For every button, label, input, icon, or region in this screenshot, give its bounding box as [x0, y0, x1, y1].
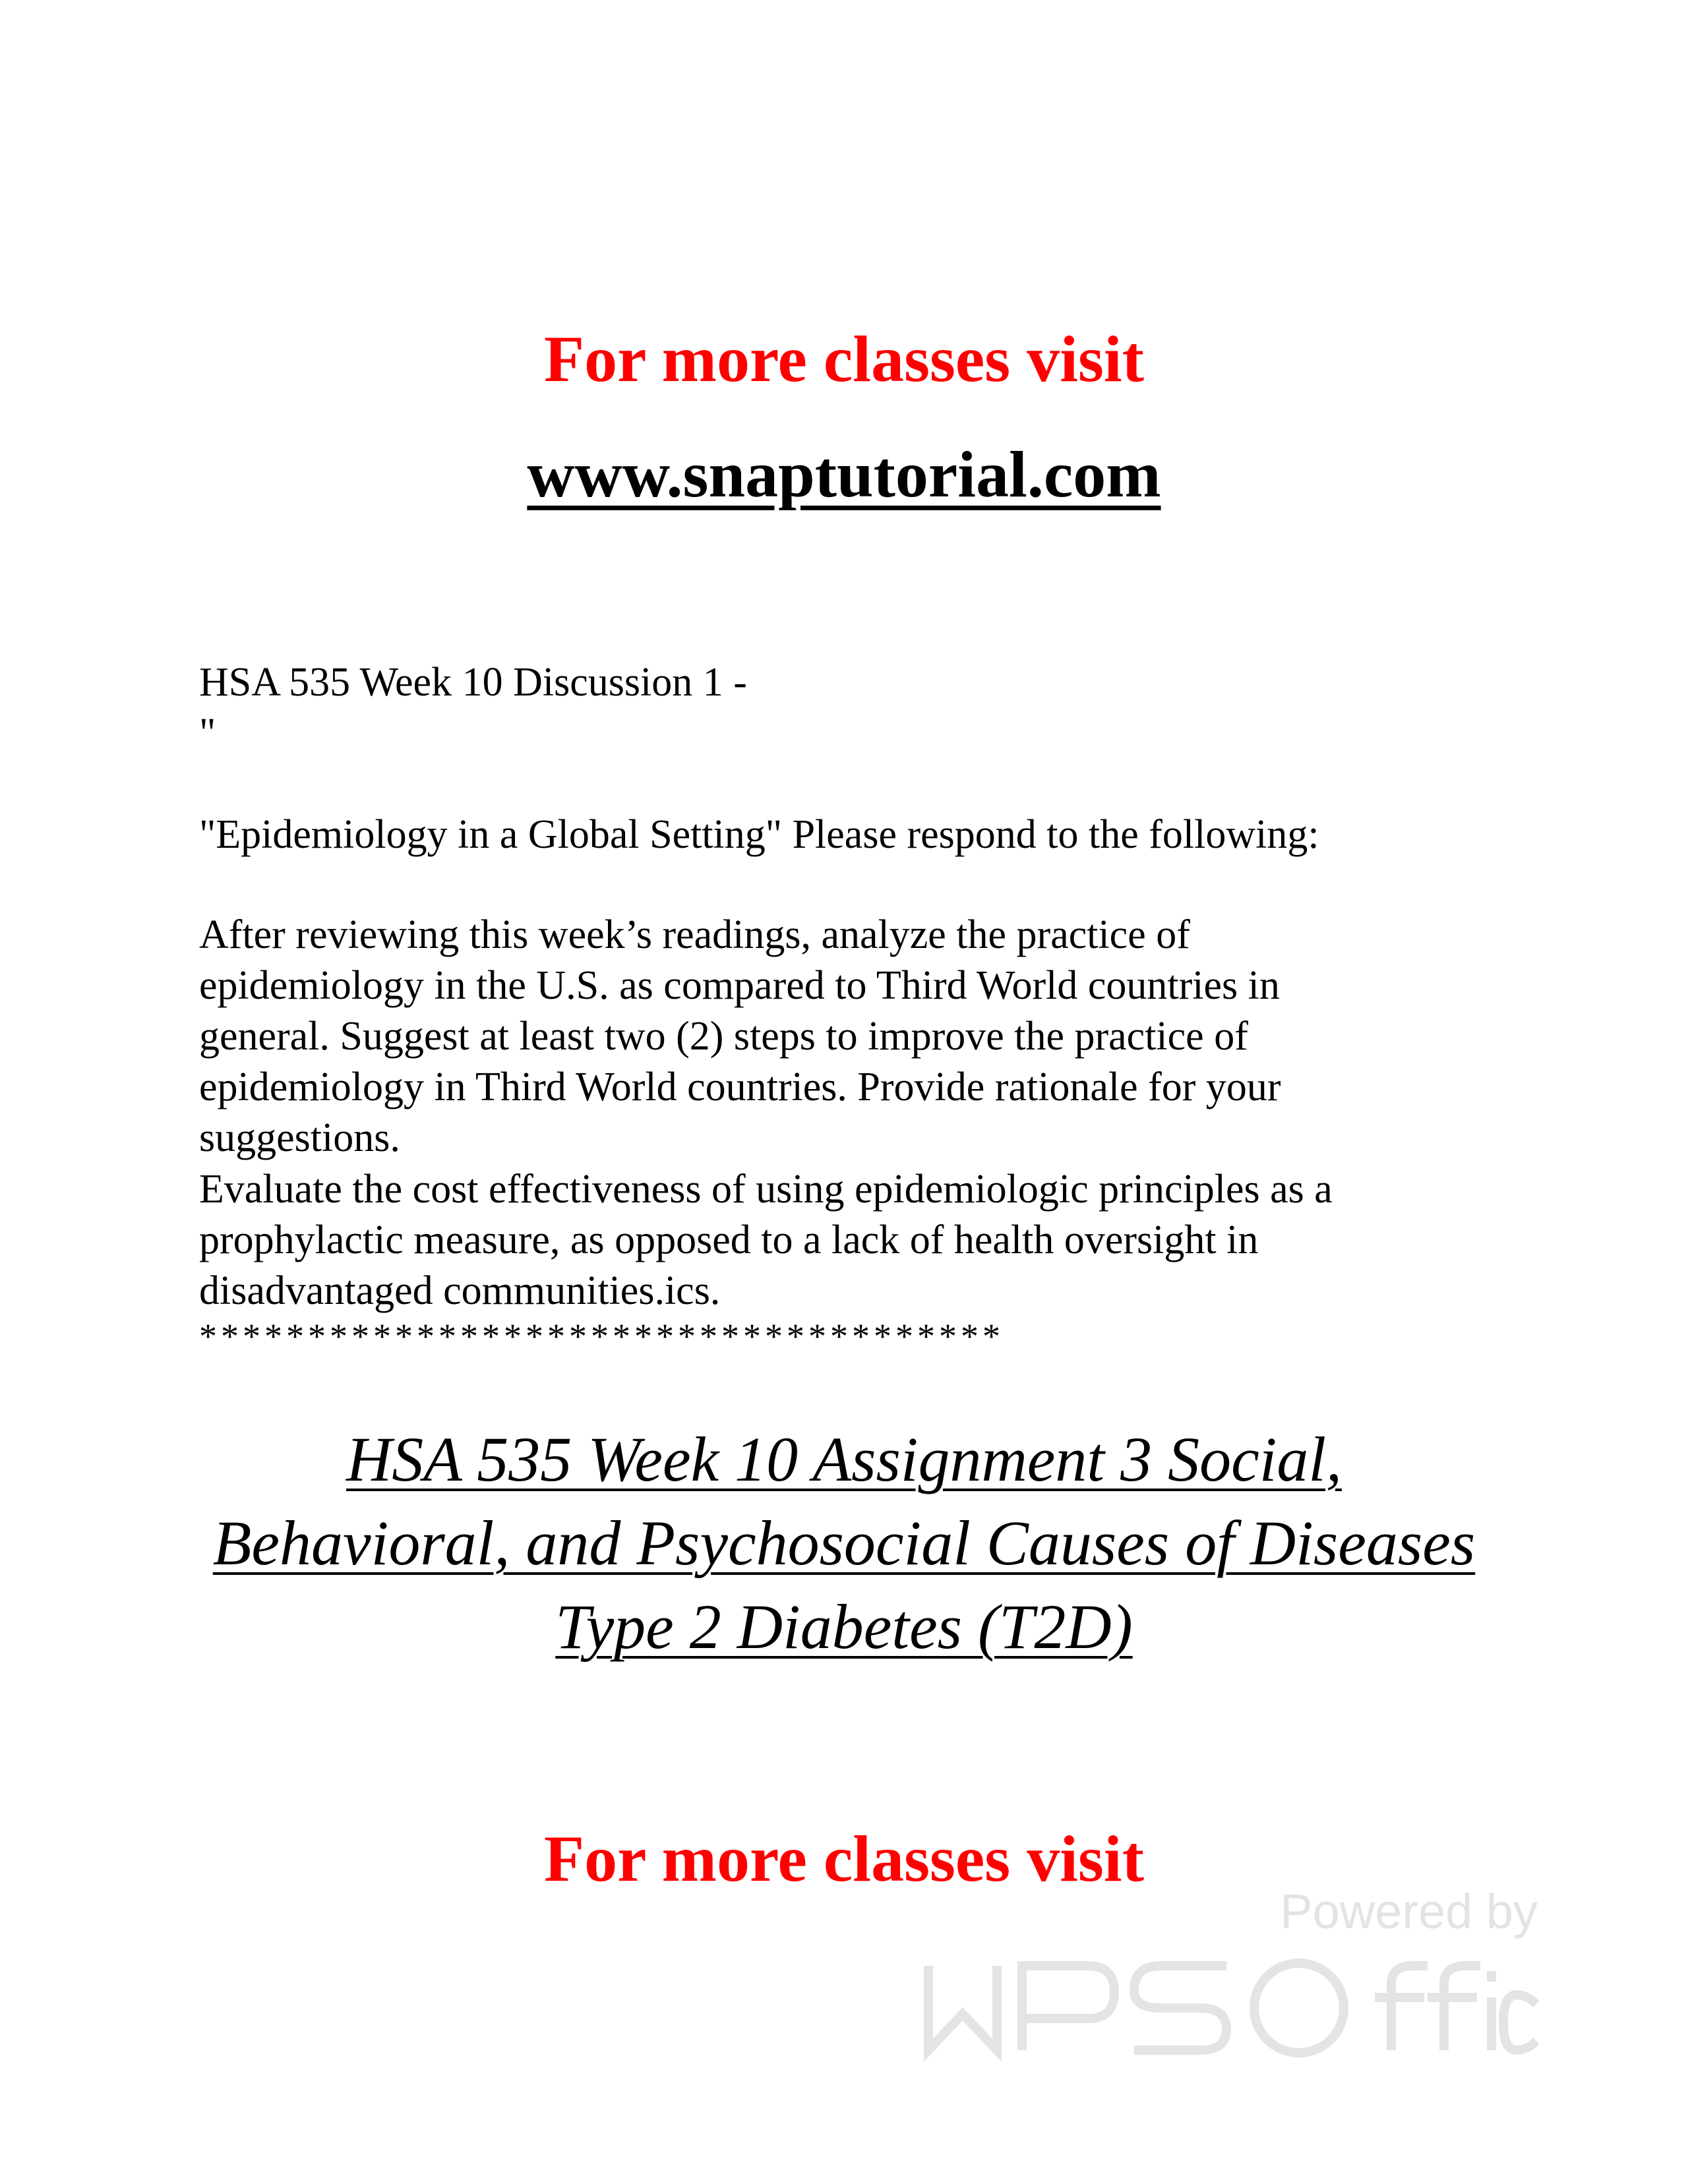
discussion-paragraph-2	[199, 1164, 1518, 1316]
assignment-title-line: Type 2 Diabetes (T2D)	[555, 1591, 1133, 1662]
paragraph-line: epidemiology in Third World countries. Provide rationale for your	[199, 1065, 1281, 1109]
paragraph-line: general. Suggest at least two (2) steps to improve the practice of	[199, 1014, 1248, 1059]
assignment-title	[0, 1417, 1688, 1668]
wps-office-logo-icon	[917, 1951, 1550, 2063]
discussion-course-title: HSA 535 Week 10 Discussion 1 -	[199, 660, 747, 705]
paragraph-line: prophylactic measure, as opposed to a lack of health oversight in	[199, 1218, 1259, 1262]
site-link[interactable]: www.snaptutorial.com	[527, 438, 1161, 511]
paragraph-line: After reviewing this week’s readings, analyze the practice of	[199, 912, 1190, 957]
promo-heading-top: For more classes visit	[543, 322, 1144, 396]
watermark-caption: Powered by	[1280, 1884, 1538, 1939]
promo-heading-bottom: For more classes visit	[543, 1822, 1144, 1895]
paragraph-line: suggestions.	[199, 1115, 400, 1160]
separator-stars: *************************************	[199, 1316, 1004, 1356]
paragraph-line: disadvantaged communities.ics.	[199, 1268, 721, 1313]
discussion-paragraph-1	[199, 910, 1518, 1164]
paragraph-line: Evaluate the cost effectiveness of using epidemiologic principles as a	[199, 1167, 1333, 1212]
paragraph-line: epidemiology in the U.S. as compared to Third World countries in	[199, 963, 1280, 1008]
assignment-title-line: HSA 535 Week 10 Assignment 3 Social,	[346, 1424, 1342, 1494]
discussion-quote-mark: "	[199, 711, 216, 755]
assignment-title-line: Behavioral, and Psychosocial Causes of Diseases	[212, 1508, 1476, 1578]
wps-watermark	[917, 1882, 1550, 2067]
discussion-topic-line: "Epidemiology in a Global Setting" Please respond to the following:	[199, 812, 1319, 857]
